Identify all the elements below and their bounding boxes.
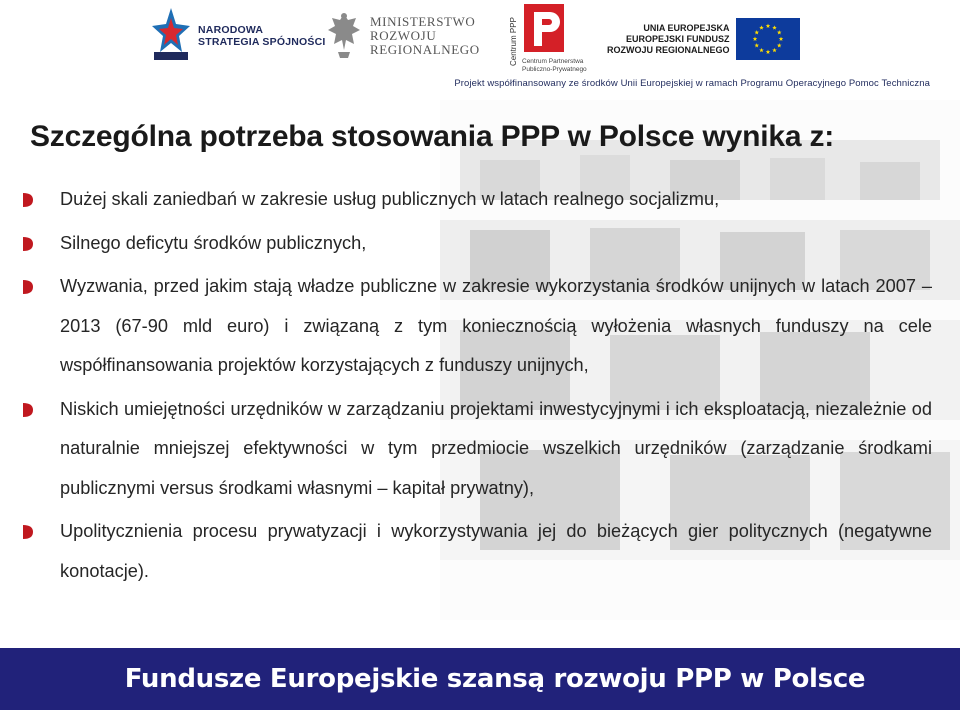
logo-ministerstwo-rozwoju-regionalnego [326, 10, 480, 62]
project-cofinancing-note: Projekt współfinansowany ze środków Unii Europejskiej w ramach Programu Operacyjnego Pomoc Techniczna [454, 78, 930, 89]
eu-flag-icon [736, 18, 800, 60]
bullet-text: Silnego deficytu środków publicznych, [60, 232, 367, 253]
logo-narodowa-strategia-spojnosci [152, 8, 325, 64]
bullet-list [0, 180, 960, 595]
mrr-line-1: MINISTERSTWO [370, 14, 476, 29]
mrr-line-3: REGIONALNEGO [370, 42, 480, 57]
bullet-text: Niskich umiejętności urzędników w zarządzaniu projektami inwestycyjnymi i ich eksploatacją, niezależnie od naturalnie mniejszej efektywności w tym przedmiocie wszelkich urzędników (zarządzanie środkami publicznymi versus środkami własnymi – kapitał prywatny), [60, 398, 932, 498]
mrr-line-2: ROZWOJU [370, 28, 437, 43]
bullet-marker-icon [23, 403, 33, 417]
ppp-vertical-text: Centrum PPP [509, 17, 518, 66]
ppp-sub-line-1: Centrum Partnerstwa [522, 58, 584, 65]
bullet-text: Dużej skali zaniedbań w zakresie usług publicznych w latach realnego socjalizmu, [60, 189, 720, 209]
ppp-p-icon [524, 4, 568, 54]
bullet-item [0, 390, 960, 509]
ppp-vertical-label [506, 10, 520, 68]
bullet-text: Wyzwania, przed jakim stają władze publiczne w zakresie wykorzystania środków unijnych w latach 2007 – 2013 (67-90 mld euro) i związaną z tym koniecznością wyłożenia własnych funduszy na cele współfinansowania projektów korzystających z funduszy unijnych, [60, 276, 932, 375]
footer-slogan: Fundusze Europejskie szansą rozwoju PPP w Polsce [124, 664, 866, 694]
bullet-marker-icon [23, 525, 33, 539]
slide-title: Szczególna potrzeba stosowania PPP w Polsce wynika z: [30, 120, 835, 153]
ue-line-1: UNIA EUROPEJSKA [643, 22, 730, 33]
nss-line-1: NARODOWA [198, 24, 264, 36]
bullet-item [0, 512, 960, 591]
nss-star-icon [152, 8, 190, 64]
ppp-sub-line-2: Publiczno-Prywatnego [522, 65, 587, 73]
ue-line-2: EUROPEJSKI FUNDUSZ [626, 33, 730, 44]
footer-banner [0, 648, 960, 710]
header-logos-bar [0, 0, 960, 100]
ue-line-3: ROZWOJU REGIONALNEGO [607, 44, 730, 55]
bullet-marker-icon [23, 237, 33, 251]
bullet-marker-icon [23, 280, 33, 294]
logo-centrum-ppp [508, 4, 587, 76]
bullet-item [0, 224, 960, 264]
eagle-emblem-icon [326, 10, 362, 62]
nss-line-2: STRATEGIA SPÓJNOŚCI [198, 36, 326, 48]
bullet-text: Upolitycznienia procesu prywatyzacji i wykorzystywania jej do bieżących gier politycznych (negatywne konotacje). [60, 521, 932, 581]
bullet-item [0, 180, 960, 220]
bullet-marker-icon [23, 193, 33, 207]
bullet-item [0, 267, 960, 386]
logo-unia-europejska [607, 18, 800, 60]
